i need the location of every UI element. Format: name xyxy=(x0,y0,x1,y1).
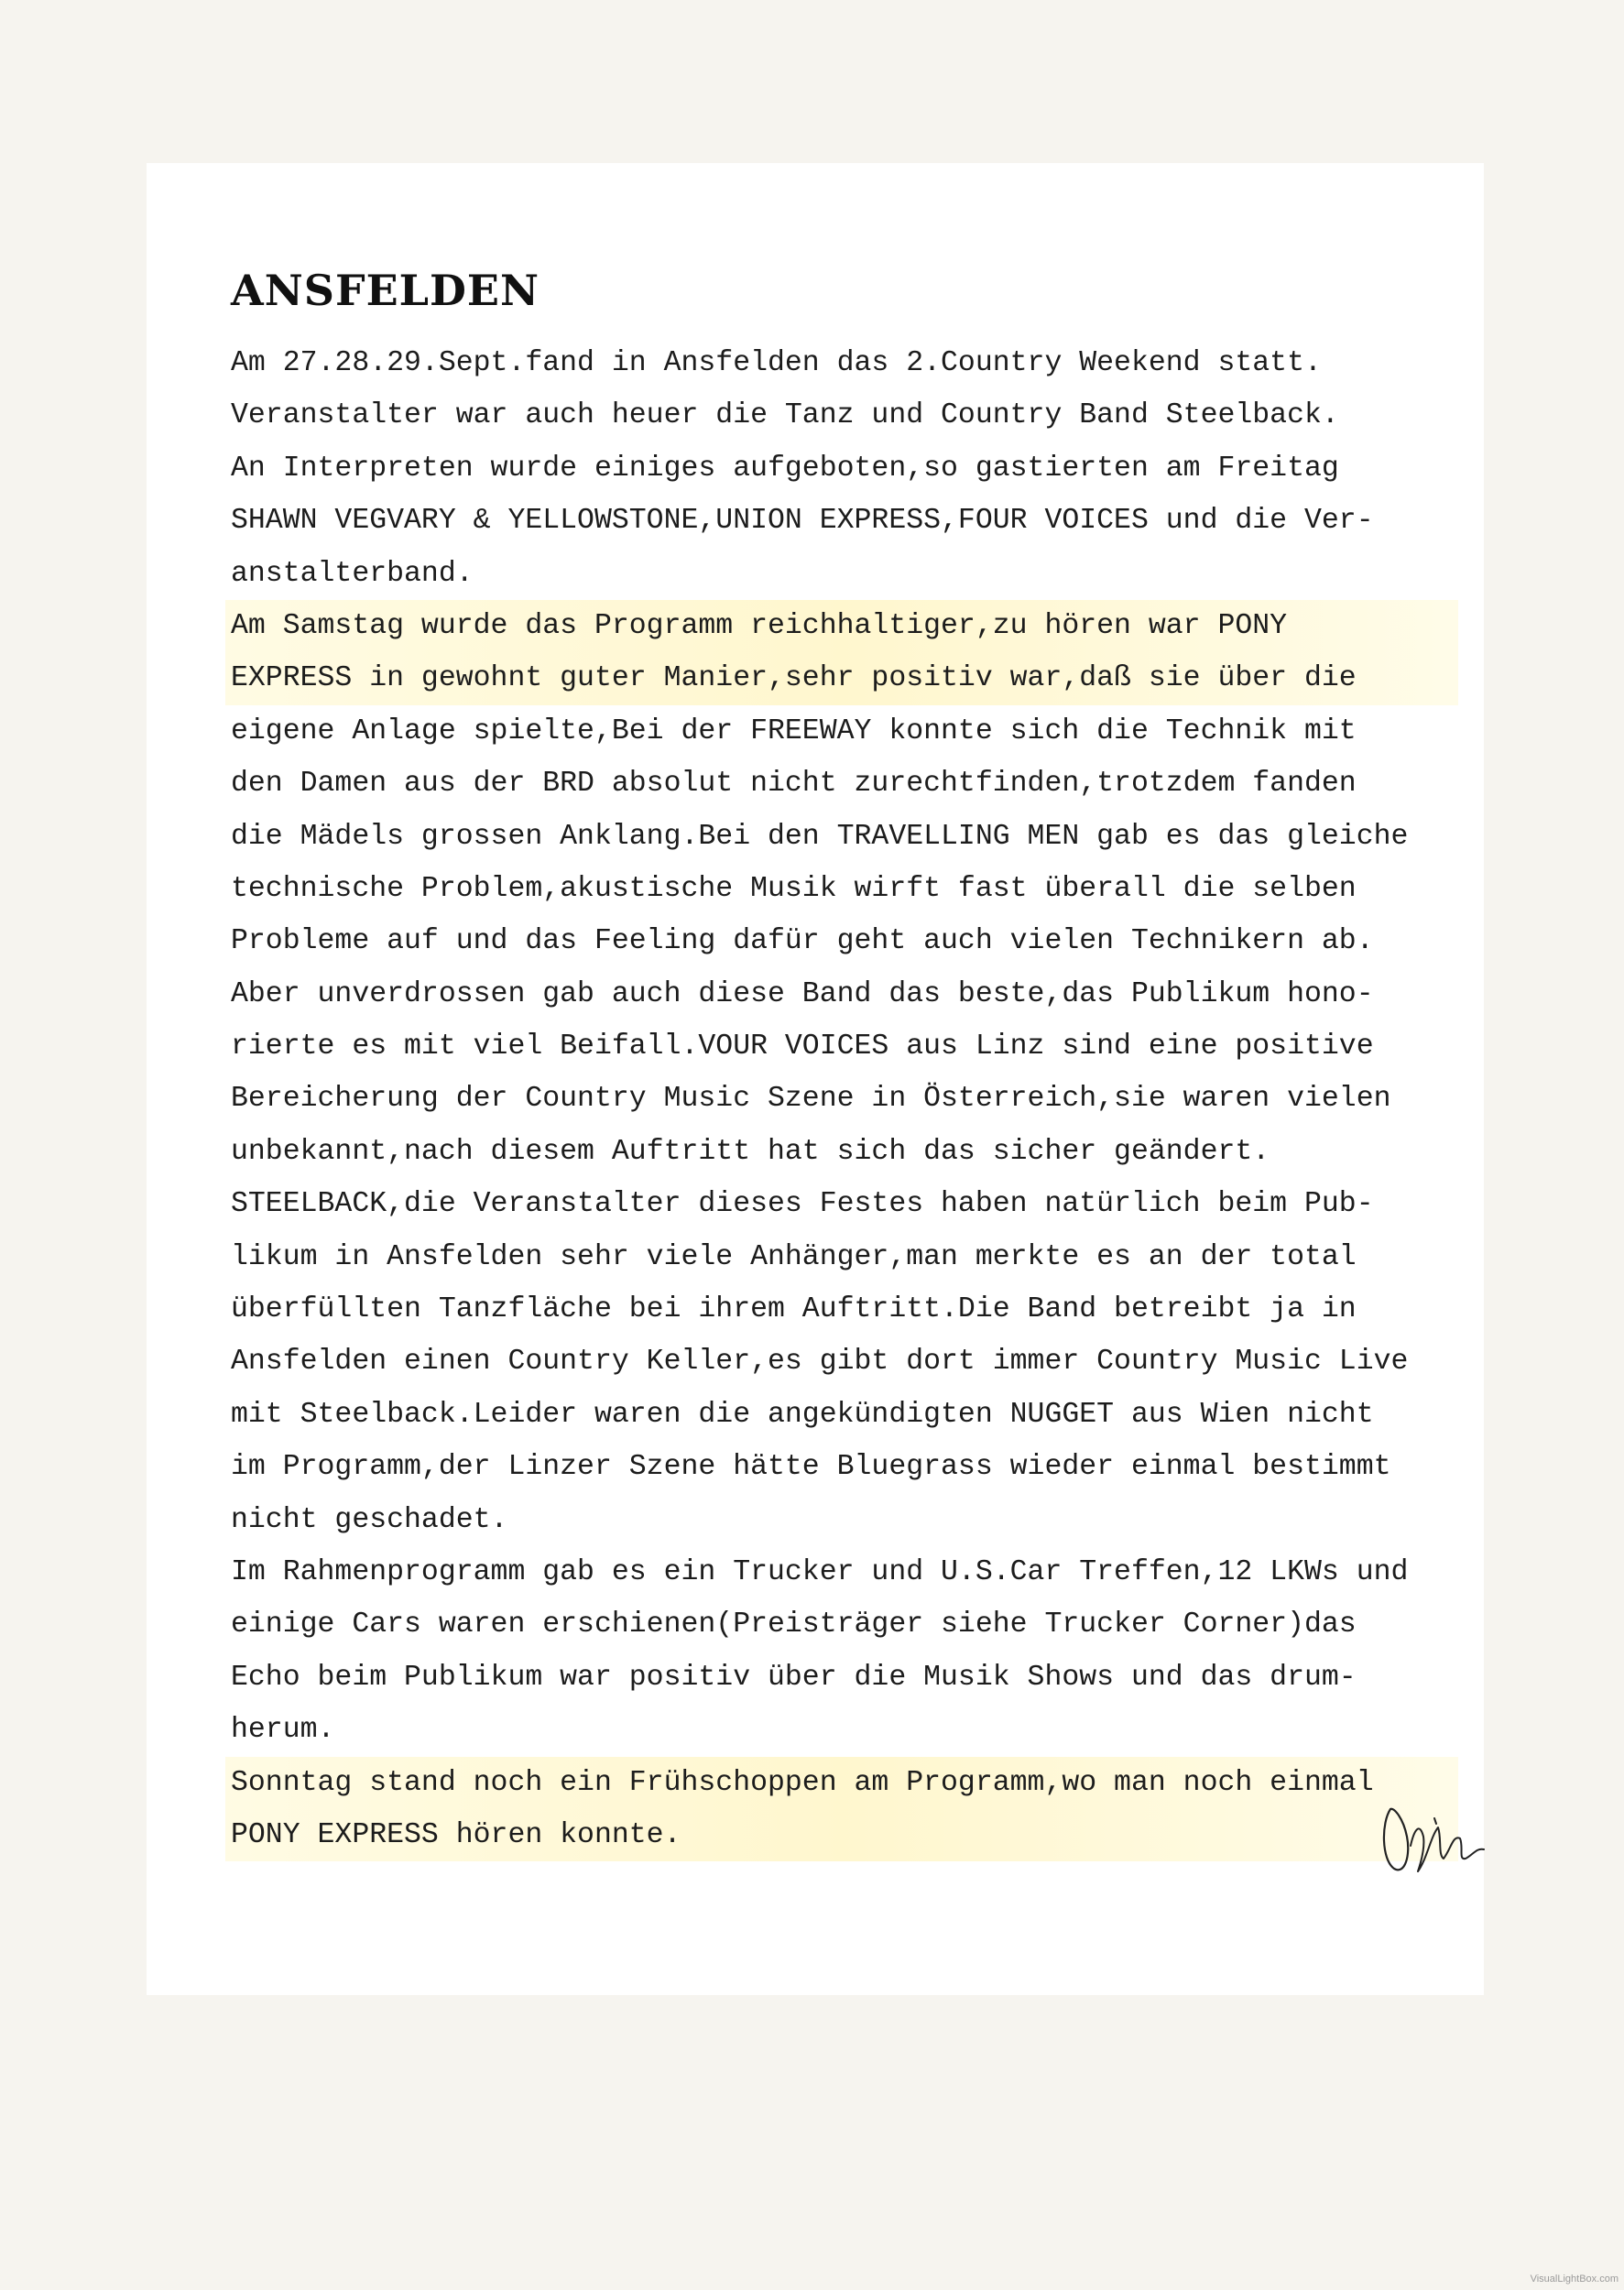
text-line: An Interpreten wurde einiges aufgeboten,so gastierten am Freitag xyxy=(231,452,1339,485)
text-line: nicht geschadet. xyxy=(231,1503,508,1536)
text-line: die Mädels grossen Anklang.Bei den TRAVELLING MEN gab es das gleiche xyxy=(231,820,1409,853)
text-line: überfüllten Tanzfläche bei ihrem Auftritt.Die Band betreibt ja in xyxy=(231,1293,1357,1326)
text-line: anstalterband. xyxy=(231,557,474,590)
text-line: SHAWN VEGVARY & YELLOWSTONE,UNION EXPRESS,FOUR VOICES und die Ver- xyxy=(231,505,1374,538)
text-line: Am Samstag wurde das Programm reichhaltiger,zu hören war PONY xyxy=(225,600,1458,652)
text-line: technische Problem,akustische Musik wirft fast überall die selben xyxy=(231,872,1357,905)
article-body xyxy=(231,337,1458,1861)
text-line: Ansfelden einen Country Keller,es gibt dort immer Country Music Live xyxy=(231,1346,1409,1379)
text-line: Probleme auf und das Feeling dafür geht auch vielen Technikern ab. xyxy=(231,925,1374,958)
text-line: Bereicherung der Country Music Szene in Österreich,sie waren vielen xyxy=(231,1083,1391,1116)
document-title: ANSFELDEN xyxy=(231,266,540,315)
text-line: likum in Ansfelden sehr viele Anhänger,man merkte es an der total xyxy=(231,1240,1357,1273)
text-line: Veranstalter war auch heuer die Tanz und Country Band Steelback. xyxy=(231,399,1339,432)
text-line: Im Rahmenprogramm gab es ein Trucker und U.S.Car Treffen,12 LKWs und xyxy=(231,1555,1409,1588)
text-line: einige Cars waren erschienen(Preisträger siehe Trucker Corner)das xyxy=(231,1608,1357,1641)
text-line: PONY EXPRESS hören konnte. xyxy=(225,1809,1458,1861)
text-line: herum. xyxy=(231,1714,335,1747)
text-line: eigene Anlage spielte,Bei der FREEWAY konnte sich die Technik mit xyxy=(231,714,1357,747)
text-line: Aber unverdrossen gab auch diese Band das beste,das Publikum hono- xyxy=(231,977,1374,1010)
text-line: Am 27.28.29.Sept.fand in Ansfelden das 2.Country Weekend statt. xyxy=(231,347,1322,379)
text-line: Sonntag stand noch ein Frühschoppen am Programm,wo man noch einmal xyxy=(225,1757,1458,1809)
text-line: den Damen aus der BRD absolut nicht zurechtfinden,trotzdem fanden xyxy=(231,768,1357,801)
text-line: EXPRESS in gewohnt guter Manier,sehr positiv war,daß sie über die xyxy=(225,652,1458,704)
text-line: mit Steelback.Leider waren die angekündigten NUGGET aus Wien nicht xyxy=(231,1398,1374,1431)
text-line: STEELBACK,die Veranstalter dieses Festes haben natürlich beim Pub- xyxy=(231,1188,1374,1221)
handwritten-signature xyxy=(1374,1782,1493,1882)
text-line: im Programm,der Linzer Szene hätte Bluegrass wieder einmal bestimmt xyxy=(231,1451,1391,1484)
text-line: rierte es mit viel Beifall.VOUR VOICES aus Linz sind eine positive xyxy=(231,1030,1374,1063)
text-line: unbekannt,nach diesem Auftritt hat sich das sicher geändert. xyxy=(231,1135,1270,1168)
text-line: Echo beim Publikum war positiv über die Musik Shows und das drum- xyxy=(231,1661,1357,1694)
watermark: VisualLightBox.com xyxy=(1530,2274,1619,2285)
